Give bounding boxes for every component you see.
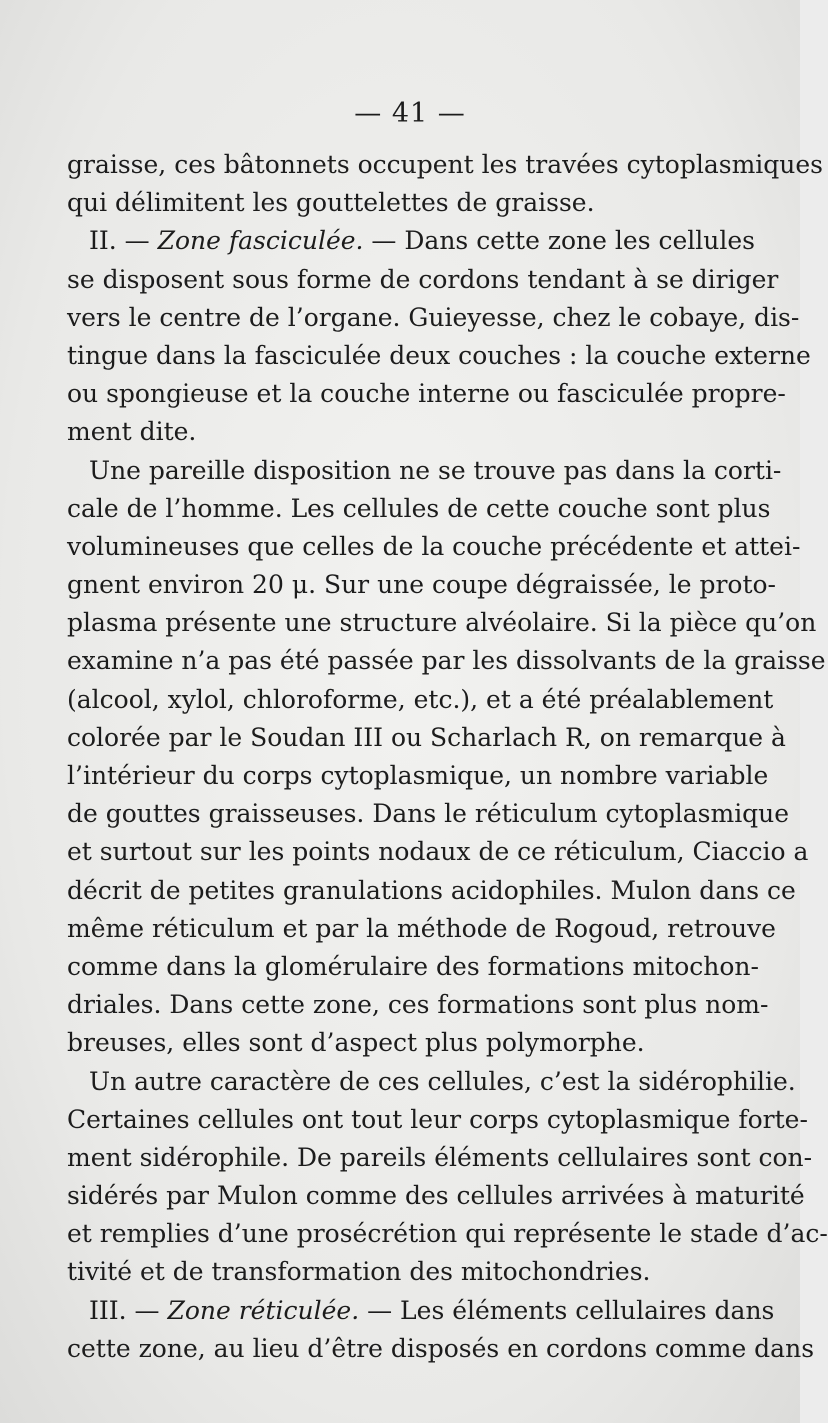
text-segment: ment sidérophile. De pareils éléments cellulaires sont con- [67, 1142, 813, 1172]
text-segment: Une pareille disposition ne se trouve pas dans la corti- [89, 455, 782, 485]
text-line [67, 1330, 815, 1368]
text-line [67, 452, 782, 490]
text-segment: se disposent sous forme de cordons tendant à se diriger [67, 264, 779, 294]
text-line [67, 184, 743, 222]
page-number: — 41 — [354, 98, 466, 129]
text-segment: sidérés par Mulon comme des cellules arrivées à maturité [67, 1181, 805, 1211]
text-segment: vers le centre de l’organe. Guieyesse, chez le cobaye, dis- [67, 302, 800, 332]
text-line [67, 146, 823, 184]
text-segment: II. — [89, 226, 158, 256]
text-line [67, 413, 743, 451]
text-segment: colorée par le Soudan III ou Scharlach R, on remarque à [67, 722, 786, 752]
text-segment: (alcool, xylol, chloroforme, etc.), et a été préalablement [67, 684, 774, 714]
text-line [67, 1215, 828, 1253]
text-segment: driales. Dans cette zone, ces formations sont plus nom- [67, 990, 769, 1020]
text-line [67, 719, 786, 757]
text-segment: plasma présente une structure alvéolaire. Si la pièce qu’on [67, 608, 817, 638]
text-segment: III. — [89, 1295, 168, 1325]
text-segment: tingue dans la fasciculée deux couches : la couche externe [67, 340, 811, 370]
text-line [67, 299, 800, 337]
text-line [67, 1292, 775, 1330]
text-segment: gnent environ 20 μ. Sur une coupe dégraissée, le proto- [67, 570, 777, 600]
text-line [67, 757, 769, 795]
text-segment: ment dite. [67, 417, 197, 447]
text-segment: comme dans la glomérulaire des formations mitochon- [67, 951, 759, 981]
text-segment: Certaines cellules ont tout leur corps cytoplasmique forte- [67, 1104, 808, 1134]
text-segment: et remplies d’une prosécrétion qui représente le stade d’ac- [67, 1219, 828, 1249]
text-segment: cette zone, au lieu d’être disposés en cordons comme dans [67, 1333, 815, 1363]
text-line [67, 1253, 743, 1291]
text-line [67, 337, 811, 375]
text-line [67, 986, 769, 1024]
italic-heading: Zone réticulée. [167, 1295, 360, 1325]
text-line [67, 642, 826, 680]
text-segment: — Dans cette zone les cellules [363, 226, 755, 256]
text-segment: volumineuses que celles de la couche précédente et attei- [67, 531, 801, 561]
text-line [67, 681, 774, 719]
text-line [67, 833, 809, 871]
text-segment: même réticulum et par la méthode de Rogoud, retrouve [67, 913, 776, 943]
text-line [67, 490, 771, 528]
text-segment: examine n’a pas été passée par les dissolvants de la graisse [67, 646, 826, 676]
text-line [67, 1139, 813, 1177]
text-segment: — Les éléments cellulaires dans [359, 1295, 775, 1325]
body-text [67, 146, 828, 1368]
text-segment: breuses, elles sont d’aspect plus polymorphe. [67, 1028, 645, 1058]
italic-heading: Zone fasciculée. [157, 226, 364, 256]
text-segment: de gouttes graisseuses. Dans le réticulum cytoplasmique [67, 799, 790, 829]
text-segment: graisse, ces bâtonnets occupent les travées cytoplasmiques [67, 150, 823, 179]
text-line [67, 872, 796, 910]
text-segment: tivité et de transformation des mitochondries. [67, 1257, 651, 1287]
text-segment: Un autre caractère de ces cellules, c’est la sidérophilie. [89, 1066, 796, 1096]
text-segment: ou spongieuse et la couche interne ou fasciculée propre- [67, 379, 786, 409]
text-line [67, 1177, 805, 1215]
text-line [67, 1063, 796, 1101]
text-line [67, 528, 801, 566]
text-line [67, 1101, 808, 1139]
text-line [67, 222, 755, 260]
text-line [67, 795, 790, 833]
text-line [67, 261, 779, 299]
text-segment: décrit de petites granulations acidophiles. Mulon dans ce [67, 875, 796, 905]
text-line [67, 604, 817, 642]
text-line [67, 910, 776, 948]
text-segment: qui délimitent les gouttelettes de graisse. [67, 188, 595, 218]
text-line [67, 1024, 743, 1062]
text-line [67, 375, 786, 413]
text-segment: et surtout sur les points nodaux de ce réticulum, Ciaccio a [67, 837, 809, 867]
text-line [67, 566, 777, 604]
text-line [67, 948, 759, 986]
text-segment: cale de l’homme. Les cellules de cette couche sont plus [67, 493, 771, 523]
text-segment: l’intérieur du corps cytoplasmique, un nombre variable [67, 761, 769, 790]
